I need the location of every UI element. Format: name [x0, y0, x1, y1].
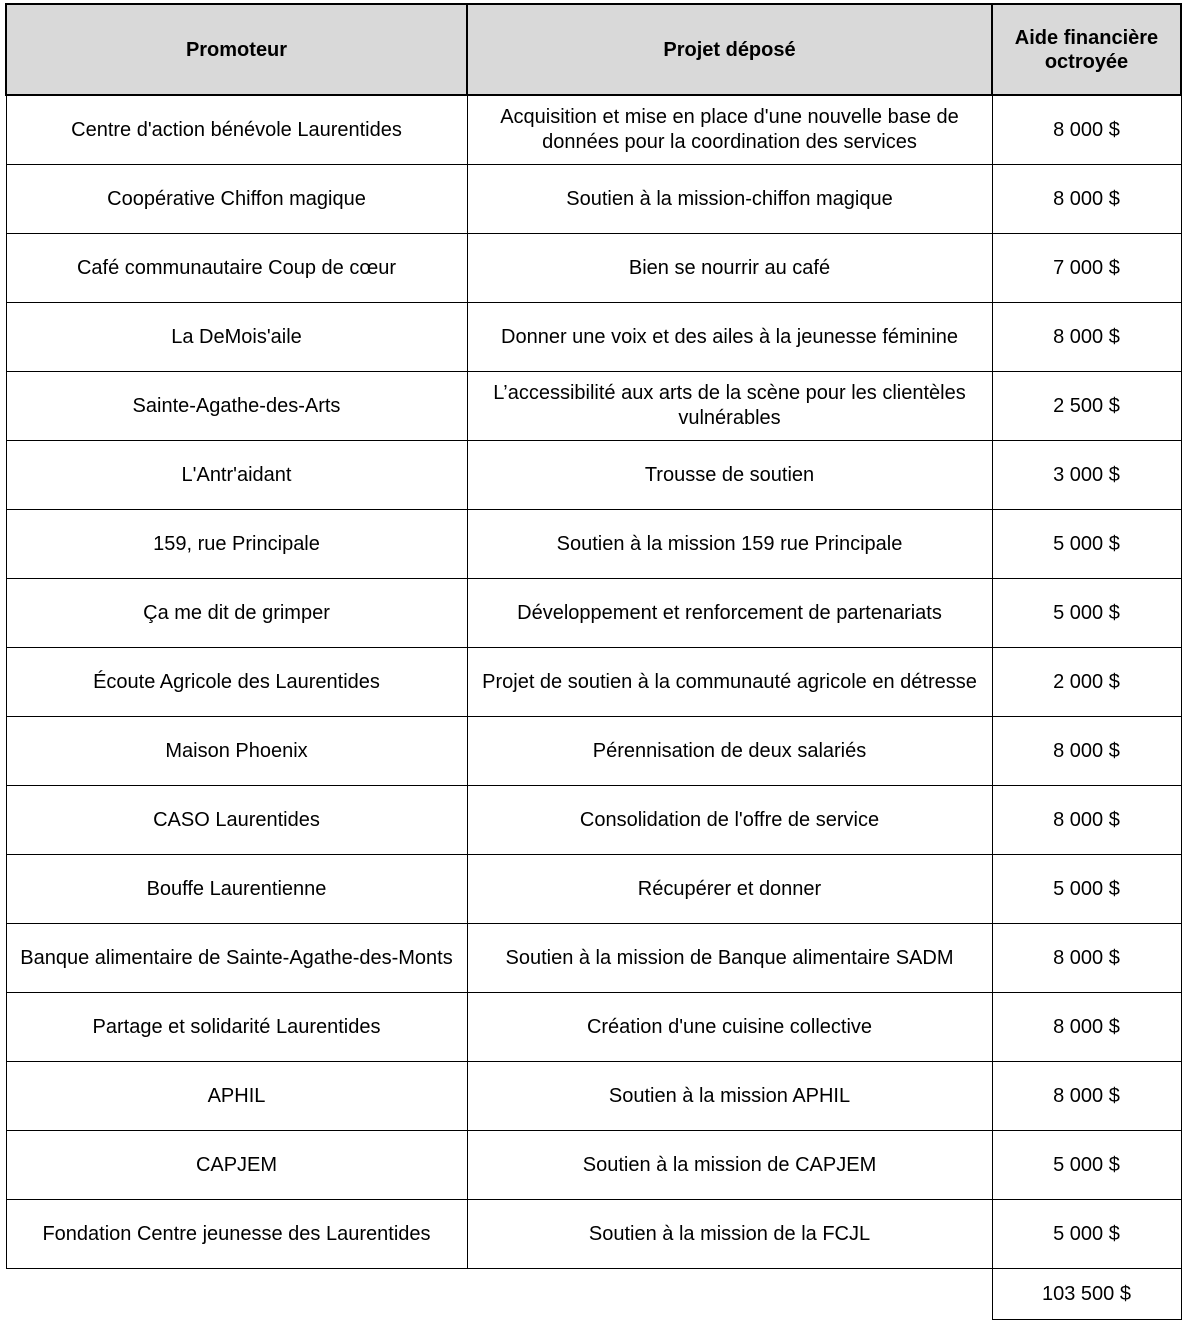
cell-projet: Donner une voix et des ailes à la jeunesse féminine [467, 303, 992, 372]
table-row [6, 165, 1181, 234]
cell-promoteur: Maison Phoenix [6, 717, 467, 786]
empty-cell [467, 1269, 992, 1320]
cell-projet: Soutien à la mission de Banque alimentaire SADM [467, 924, 992, 993]
cell-projet: Soutien à la mission-chiffon magique [467, 165, 992, 234]
cell-promoteur: Partage et solidarité Laurentides [6, 993, 467, 1062]
cell-promoteur: La DeMois'aile [6, 303, 467, 372]
cell-aide: 8 000 $ [992, 95, 1181, 165]
table-row [6, 648, 1181, 717]
table-row [6, 855, 1181, 924]
table-header [6, 4, 1181, 95]
cell-promoteur: Banque alimentaire de Sainte-Agathe-des-Monts [6, 924, 467, 993]
cell-promoteur: Ça me dit de grimper [6, 579, 467, 648]
empty-cell [6, 1269, 467, 1320]
table-row [6, 441, 1181, 510]
cell-projet: L’accessibilité aux arts de la scène pour les clientèles vulnérables [467, 372, 992, 441]
cell-aide: 8 000 $ [992, 717, 1181, 786]
total-amount: 103 500 $ [992, 1269, 1181, 1320]
cell-promoteur: CAPJEM [6, 1131, 467, 1200]
grants-table [5, 3, 1182, 1320]
total-row [6, 1269, 1181, 1320]
cell-promoteur: Écoute Agricole des Laurentides [6, 648, 467, 717]
cell-aide: 3 000 $ [992, 441, 1181, 510]
table-row [6, 1062, 1181, 1131]
cell-aide: 8 000 $ [992, 924, 1181, 993]
cell-promoteur: 159, rue Principale [6, 510, 467, 579]
cell-projet: Consolidation de l'offre de service [467, 786, 992, 855]
table-row [6, 303, 1181, 372]
cell-aide: 8 000 $ [992, 165, 1181, 234]
cell-aide: 5 000 $ [992, 510, 1181, 579]
table-row [6, 993, 1181, 1062]
cell-aide: 5 000 $ [992, 1131, 1181, 1200]
cell-aide: 8 000 $ [992, 786, 1181, 855]
cell-aide: 8 000 $ [992, 993, 1181, 1062]
cell-projet: Soutien à la mission 159 rue Principale [467, 510, 992, 579]
cell-promoteur: CASO Laurentides [6, 786, 467, 855]
cell-aide: 5 000 $ [992, 855, 1181, 924]
cell-aide: 8 000 $ [992, 1062, 1181, 1131]
header-aide: Aide financière octroyée [992, 4, 1181, 95]
table-row [6, 924, 1181, 993]
cell-projet: Bien se nourrir au café [467, 234, 992, 303]
table-row [6, 372, 1181, 441]
cell-aide: 7 000 $ [992, 234, 1181, 303]
cell-promoteur: Coopérative Chiffon magique [6, 165, 467, 234]
header-row [6, 4, 1181, 95]
cell-projet: Développement et renforcement de partenariats [467, 579, 992, 648]
cell-aide: 2 500 $ [992, 372, 1181, 441]
cell-projet: Soutien à la mission APHIL [467, 1062, 992, 1131]
table-row [6, 1131, 1181, 1200]
cell-projet: Acquisition et mise en place d'une nouvelle base de données pour la coordination des services [467, 95, 992, 165]
cell-projet: Soutien à la mission de CAPJEM [467, 1131, 992, 1200]
cell-projet: Soutien à la mission de la FCJL [467, 1200, 992, 1269]
cell-promoteur: Bouffe Laurentienne [6, 855, 467, 924]
cell-aide: 5 000 $ [992, 1200, 1181, 1269]
cell-promoteur: Centre d'action bénévole Laurentides [6, 95, 467, 165]
cell-promoteur: Sainte-Agathe-des-Arts [6, 372, 467, 441]
table-row [6, 234, 1181, 303]
table-row [6, 95, 1181, 165]
cell-aide: 5 000 $ [992, 579, 1181, 648]
table-body [6, 95, 1181, 1320]
table-row [6, 1200, 1181, 1269]
cell-projet: Pérennisation de deux salariés [467, 717, 992, 786]
cell-promoteur: APHIL [6, 1062, 467, 1131]
table-row [6, 579, 1181, 648]
cell-promoteur: Café communautaire Coup de cœur [6, 234, 467, 303]
cell-projet: Récupérer et donner [467, 855, 992, 924]
cell-projet: Création d'une cuisine collective [467, 993, 992, 1062]
table-row [6, 786, 1181, 855]
cell-projet: Projet de soutien à la communauté agricole en détresse [467, 648, 992, 717]
cell-promoteur: L'Antr'aidant [6, 441, 467, 510]
header-projet: Projet déposé [467, 4, 992, 95]
table-row [6, 510, 1181, 579]
header-promoteur: Promoteur [6, 4, 467, 95]
table-row [6, 717, 1181, 786]
cell-promoteur: Fondation Centre jeunesse des Laurentides [6, 1200, 467, 1269]
cell-aide: 8 000 $ [992, 303, 1181, 372]
cell-projet: Trousse de soutien [467, 441, 992, 510]
cell-aide: 2 000 $ [992, 648, 1181, 717]
